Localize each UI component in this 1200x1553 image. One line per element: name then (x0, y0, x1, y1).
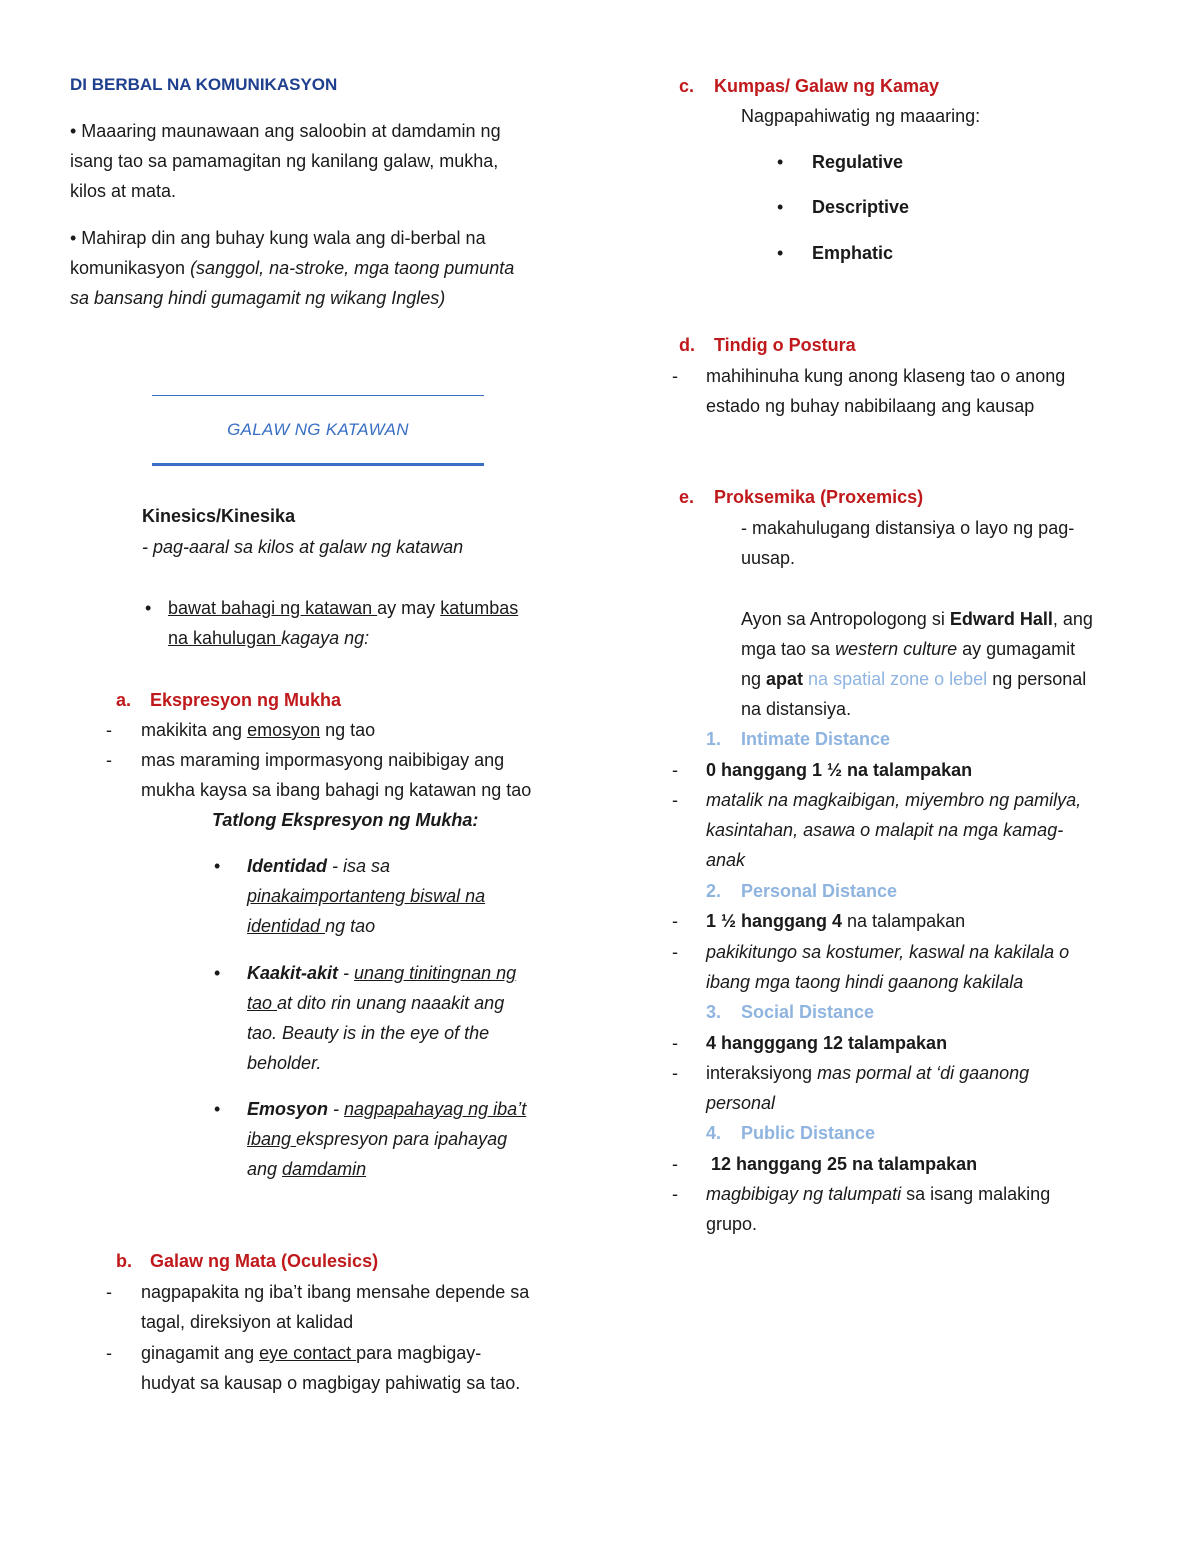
dash-icon: - (672, 1154, 678, 1174)
dash-icon: - (672, 942, 678, 962)
section-rule-top (152, 395, 484, 396)
zone-4-label: 4. (706, 1123, 722, 1143)
intro-p2-line3: sa bansang hindi gumagamit ng wikang Ingles) (70, 288, 446, 308)
kaakit-tao: tao (247, 993, 278, 1013)
ayon-line3 (741, 664, 1093, 694)
e-def-line2: uusap. (741, 548, 796, 568)
section-e-title: Proksemika (Proxemics) (714, 487, 924, 507)
ayon-apat: apat (766, 669, 804, 689)
intro-p1-line1: • Maaaring maunawaan ang saloobin at damdamin ng (70, 121, 501, 141)
zone-2-range-end: na talampakan (842, 911, 966, 931)
intro-paragraph-1 (70, 116, 501, 206)
kaakit-underlined: unang tinitingnan ng (354, 963, 517, 983)
section-heading: GALAW NG KATAWAN (227, 420, 409, 439)
zone-2-title: Personal Distance (741, 881, 898, 901)
dash-icon: - (106, 750, 112, 770)
kumpas-item-descriptive: Descriptive (812, 197, 910, 217)
zone-1-range: 0 hanggang 1 ½ na talampakan (706, 760, 973, 780)
ayon-l2-text: mga tao sa (741, 639, 836, 659)
bawat-bahagi-paragraph (168, 593, 518, 653)
identidad-line3 (247, 911, 485, 941)
section-a-item1 (141, 715, 375, 745)
zone-4-desc-line1 (706, 1179, 1050, 1209)
bawat-kahulugan: na kahulugan (168, 628, 282, 648)
zone-4-desc-text: sa isang malaking (901, 1184, 1051, 1204)
b-item2-eye-contact: eye contact (259, 1343, 357, 1363)
a-item1-emosyon: emosyon (247, 720, 321, 740)
bullet-icon: • (214, 1099, 221, 1119)
section-c-intro: Nagpapahiwatig ng maaaring: (741, 106, 981, 126)
bullet-icon: • (214, 963, 221, 983)
b-item1-line1: nagpapakita ng iba’t ibang mensahe depende sa (141, 1282, 530, 1302)
ayon-spatial-zone: na spatial zone o lebel (803, 669, 988, 689)
ayon-line4: na distansiya. (741, 699, 852, 719)
a-item2-line2: mukha kaysa sa ibang bahagi ng katawan ng tao (141, 780, 532, 800)
dash-icon: - (672, 790, 678, 810)
kinesics-title: Kinesics/Kinesika (142, 506, 296, 526)
ayon-western-culture: western culture (835, 639, 958, 659)
intro-p2-line2-italic: (sanggol, na-stroke, mga taong pumunta (190, 258, 515, 278)
section-rule-bottom (152, 463, 484, 466)
tatlong-ekspresyon-title: Tatlong Ekspresyon ng Mukha: (212, 810, 479, 830)
kaakit-term: Kaakit-akit (247, 963, 339, 983)
ayon-line1 (741, 604, 1093, 634)
identidad-item (247, 851, 485, 941)
zone-1-desc-line1: matalik na magkaibigan, miyembro ng pamilya, (706, 790, 1082, 810)
dash-icon: - (672, 1033, 678, 1053)
emosyon-damdamin: damdamin (282, 1159, 367, 1179)
identidad-sep: - isa sa (327, 856, 391, 876)
document-title: DI BERBAL NA KOMUNIKASYON (70, 75, 338, 94)
ayon-l1-text: Ayon sa Antropologong si (741, 609, 950, 629)
zone-3-label: 3. (706, 1002, 722, 1022)
ayon-l3-end: ng personal (987, 669, 1087, 689)
zone-4-title: Public Distance (741, 1123, 876, 1143)
bawat-kagaya: kagaya ng: (281, 628, 370, 648)
zone-2-range (706, 906, 965, 936)
dash-icon: - (672, 760, 678, 780)
zone-4-desc-italic: magbibigay ng talumpati (706, 1184, 902, 1204)
bawat-line1 (168, 593, 518, 623)
section-e-label: e. (679, 487, 695, 507)
kinesics-definition: - pag-aaral sa kilos at galaw ng katawan (142, 537, 464, 557)
kaakit-line3: tao. Beauty is in the eye of the (247, 1023, 490, 1043)
bullet-icon: • (777, 197, 784, 217)
section-b-item2 (141, 1338, 520, 1398)
dash-icon: - (672, 1184, 678, 1204)
a-item2-line1: mas maraming impormasyong naibibigay ang (141, 750, 505, 770)
zone-3-desc-italic: mas pormal at ‘di gaanong (817, 1063, 1030, 1083)
section-b-item1 (141, 1277, 529, 1337)
section-c-title: Kumpas/ Galaw ng Kamay (714, 76, 940, 96)
zone-2-label: 2. (706, 881, 722, 901)
identidad-line2: pinakaimportanteng biswal na (247, 886, 486, 906)
e-def-line1: - makahulugang distansiya o layo ng pag- (741, 518, 1075, 538)
ayon-l2-end: ay gumagamit (957, 639, 1076, 659)
section-b-title: Galaw ng Mata (Oculesics) (150, 1251, 379, 1271)
d-item-line1: mahihinuha kung anong klaseng tao o anong (706, 366, 1066, 386)
b-item2-text: ginagamit ang (141, 1343, 260, 1363)
kaakit-line2-text: at dito rin unang naaakit ang (277, 993, 505, 1013)
kaakit-line1 (247, 958, 516, 988)
a-item1-end: ng tao (320, 720, 376, 740)
intro-p2-line2-text: komunikasyon (70, 258, 191, 278)
b-item1-line2: tagal, direksiyon at kalidad (141, 1312, 354, 1332)
bawat-katumbas: katumbas (440, 598, 519, 618)
ayon-l3-ng: ng (741, 669, 767, 689)
zone-3-title: Social Distance (741, 1002, 875, 1022)
emosyon-ang: ang (247, 1159, 283, 1179)
emosyon-sep: - (328, 1099, 345, 1119)
zone-2-description (706, 937, 1069, 997)
kaakit-sep: - (338, 963, 355, 983)
identidad-term: Identidad (247, 856, 327, 876)
dash-icon: - (106, 720, 112, 740)
bullet-icon: • (777, 152, 784, 172)
ayon-line2 (741, 634, 1093, 664)
kaakit-line2 (247, 988, 516, 1018)
identidad-line1 (247, 851, 485, 881)
zone-3-desc-line2: personal (706, 1093, 776, 1113)
emosyon-underlined: nagpapahayag ng iba’t (344, 1099, 527, 1119)
d-item-line2: estado ng buhay nabibilaang ang kausap (706, 396, 1035, 416)
zone-1-label: 1. (706, 729, 722, 749)
zone-4-description (706, 1179, 1050, 1239)
bawat-text: ay may (377, 598, 441, 618)
zone-1-title: Intimate Distance (741, 729, 891, 749)
zone-3-desc-text: interaksiyong (706, 1063, 818, 1083)
section-e-definition (741, 513, 1074, 573)
ayon-l1-end: , ang (1052, 609, 1093, 629)
identidad-word: identidad (247, 916, 326, 936)
bullet-icon: • (777, 243, 784, 263)
intro-p1-line3: kilos at mata. (70, 181, 177, 201)
zone-4-desc-line2: grupo. (706, 1214, 758, 1234)
zone-3-desc-line1 (706, 1058, 1029, 1088)
section-a-label: a. (116, 690, 132, 710)
intro-p2-line1: • Mahirap din ang buhay kung wala ang di-berbal na (70, 228, 486, 248)
dash-icon: - (106, 1282, 112, 1302)
b-item2-end: para magbigay- (356, 1343, 482, 1363)
ayon-edward-hall: Edward Hall (949, 609, 1053, 629)
zone-2-desc-line1: pakikitungo sa kostumer, kaswal na kakilala o (706, 942, 1070, 962)
emosyon-line3 (247, 1154, 526, 1184)
section-d-label: d. (679, 335, 695, 355)
zone-1-desc-line2: kasintahan, asawa o malapit na mga kamag- (706, 820, 1064, 840)
section-b-label: b. (116, 1251, 132, 1271)
bawat-underlined: bawat bahagi ng katawan (168, 598, 378, 618)
dash-icon: - (672, 1063, 678, 1083)
a-item1-text: makikita ang (141, 720, 248, 740)
emosyon-line1 (247, 1094, 526, 1124)
emosyon-item (247, 1094, 526, 1184)
zone-1-description (706, 785, 1081, 875)
zone-2-desc-line2: ibang mga taong hindi gaanong kakilala (706, 972, 1024, 992)
section-d-title: Tindig o Postura (714, 335, 856, 355)
identidad-end: ng tao (325, 916, 376, 936)
emosyon-term: Emosyon (247, 1099, 329, 1119)
emosyon-line2 (247, 1124, 526, 1154)
kumpas-item-regulative: Regulative (812, 152, 904, 172)
b-item2-line2: hudyat sa kausap o magbigay pahiwatig sa tao. (141, 1373, 521, 1393)
section-a-item2 (141, 745, 531, 805)
section-a-title: Ekspresyon ng Mukha (150, 690, 342, 710)
section-c-label: c. (679, 76, 695, 96)
kumpas-item-emphatic: Emphatic (812, 243, 894, 263)
dash-icon: - (672, 911, 678, 931)
dash-icon: - (672, 366, 678, 386)
emosyon-line2-text: ekspresyon para ipahayag (296, 1129, 508, 1149)
intro-p1-line2: isang tao sa pamamagitan ng kanilang galaw, mukha, (70, 151, 499, 171)
zone-1-desc-line3: anak (706, 850, 746, 870)
zone-3-range: 4 hangggang 12 talampakan (706, 1033, 948, 1053)
kaakit-line4: beholder. (247, 1053, 322, 1073)
bawat-line2 (168, 623, 518, 653)
intro-p2-line2 (70, 253, 514, 283)
kaakit-item (247, 958, 516, 1078)
zone-4-range: 12 hanggang 25 na talampakan (706, 1154, 978, 1174)
intro-paragraph-2 (70, 223, 514, 313)
bullet-icon: • (145, 598, 152, 618)
zone-3-description (706, 1058, 1029, 1118)
dash-icon: - (106, 1343, 112, 1363)
bullet-icon: • (214, 856, 221, 876)
section-d-item (706, 361, 1065, 421)
b-item2-line1 (141, 1338, 520, 1368)
zone-2-range-bold: 1 ½ hanggang 4 (706, 911, 843, 931)
emosyon-ibang: ibang (247, 1129, 297, 1149)
ayon-paragraph (741, 604, 1093, 724)
